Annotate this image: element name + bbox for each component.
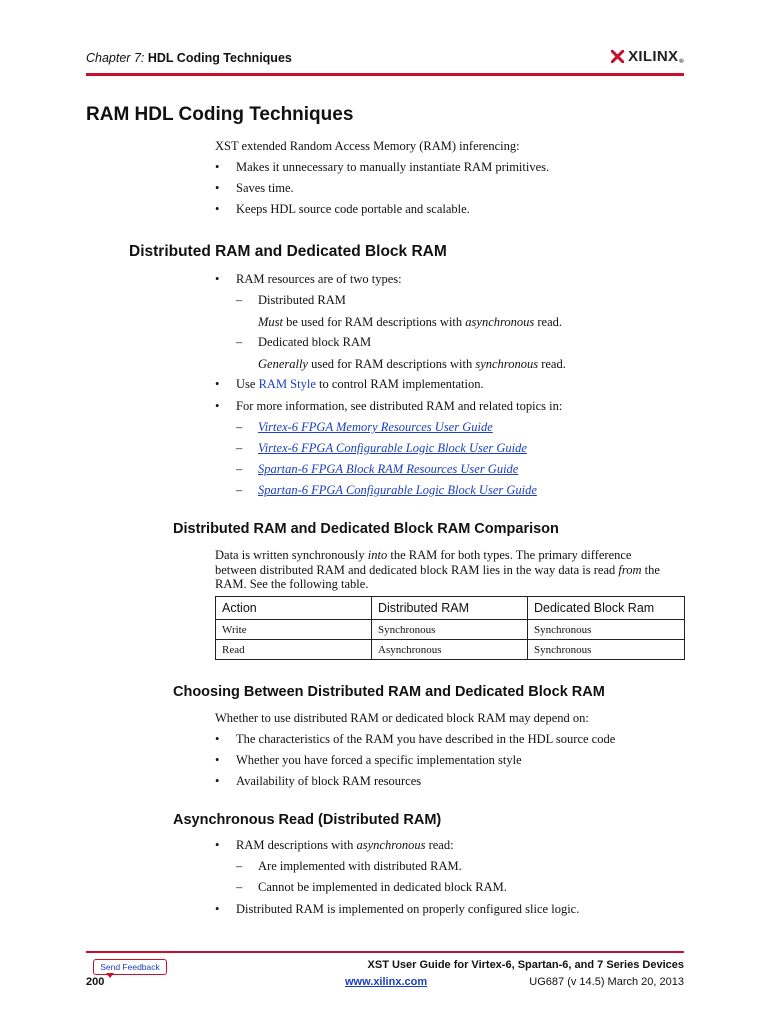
table-row xyxy=(216,620,685,640)
bullet-icon: • xyxy=(215,181,220,195)
table-cell: Asynchronous xyxy=(372,640,528,660)
comparison-paragraph: Data is written synchronously into the RAM for both types. The primary difference between distributed RAM and dedicated block RAM lies in the way data is read from the RAM. See the following table. xyxy=(215,548,660,591)
xilinx-mark-icon xyxy=(611,50,624,63)
send-feedback-button[interactable]: Send Feedback xyxy=(93,959,167,975)
dash-icon: – xyxy=(236,880,243,894)
table-header: Distributed RAM xyxy=(372,597,528,620)
block-ram-note: Generally used for RAM descriptions with synchronous read. xyxy=(258,357,566,371)
xilinx-logo xyxy=(611,48,684,65)
dist-ram-note: Must be used for RAM descriptions with asynchronous read. xyxy=(258,315,563,329)
footer-doc-title: XST User Guide for Virtex-6, Spartan-6, and 7 Series Devices xyxy=(367,959,684,971)
choosing-intro: Whether to use distributed RAM or dedicated block RAM may depend on: xyxy=(215,711,589,725)
bullet-icon: • xyxy=(215,202,220,216)
dash-icon: – xyxy=(236,483,243,497)
guide-link-spartan6-clb[interactable]: Spartan-6 FPGA Configurable Logic Block User Guide xyxy=(258,483,537,497)
dist-heading: Distributed RAM and Dedicated Block RAM xyxy=(129,243,447,260)
table-cell: Write xyxy=(216,620,372,640)
async-heading: Asynchronous Read (Distributed RAM) xyxy=(173,812,442,828)
table-cell: Read xyxy=(216,640,372,660)
header-rule xyxy=(86,73,684,76)
section-intro: XST extended Random Access Memory (RAM) inferencing: xyxy=(215,139,520,153)
bullet-icon: • xyxy=(215,753,220,767)
bullet-icon: • xyxy=(215,377,220,391)
section-title: RAM HDL Coding Techniques xyxy=(86,104,354,125)
table-header-row xyxy=(216,597,685,620)
footer-url-link[interactable]: www.xilinx.com xyxy=(345,976,428,988)
dash-icon: – xyxy=(236,335,243,349)
feedback-tail-icon xyxy=(106,973,114,978)
dash-icon: – xyxy=(236,441,243,455)
chapter-label: Chapter 7: xyxy=(86,51,145,65)
table-header: Dedicated Block Ram xyxy=(528,597,685,620)
bullet-icon: • xyxy=(215,399,220,413)
table-cell: Synchronous xyxy=(528,620,685,640)
footer-doc-info: UG687 (v 14.5) March 20, 2013 xyxy=(529,976,684,988)
guide-link-virtex6-clb[interactable]: Virtex-6 FPGA Configurable Logic Block User Guide xyxy=(258,441,527,455)
dash-icon: – xyxy=(236,420,243,434)
table-header: Action xyxy=(216,597,372,620)
footer-rule xyxy=(86,951,684,953)
chapter-title: HDL Coding Techniques xyxy=(147,51,292,65)
bullet-icon: • xyxy=(215,902,220,916)
dash-icon: – xyxy=(236,859,243,873)
chapter-header xyxy=(86,51,292,65)
comparison-table xyxy=(215,596,685,660)
bullet-icon: • xyxy=(215,774,220,788)
logo-text: XILINX® xyxy=(628,48,684,65)
dash-icon: – xyxy=(236,462,243,476)
guide-link-virtex6-memory[interactable]: Virtex-6 FPGA Memory Resources User Guide xyxy=(258,420,493,434)
bullet-icon: • xyxy=(215,838,220,852)
bullet-icon: • xyxy=(215,160,220,174)
dash-icon: – xyxy=(236,293,243,307)
bullet-icon: • xyxy=(215,732,220,746)
table-row xyxy=(216,640,685,660)
guide-link-spartan6-bram[interactable]: Spartan-6 FPGA Block RAM Resources User Guide xyxy=(258,462,519,476)
comparison-heading: Distributed RAM and Dedicated Block RAM Comparison xyxy=(173,521,559,537)
table-cell: Synchronous xyxy=(528,640,685,660)
bullet-icon: • xyxy=(215,272,220,286)
choosing-heading: Choosing Between Distributed RAM and Dedicated Block RAM xyxy=(173,684,605,700)
table-cell: Synchronous xyxy=(372,620,528,640)
page-number: 200 xyxy=(86,976,105,988)
ram-style-link[interactable]: RAM Style xyxy=(258,377,316,391)
